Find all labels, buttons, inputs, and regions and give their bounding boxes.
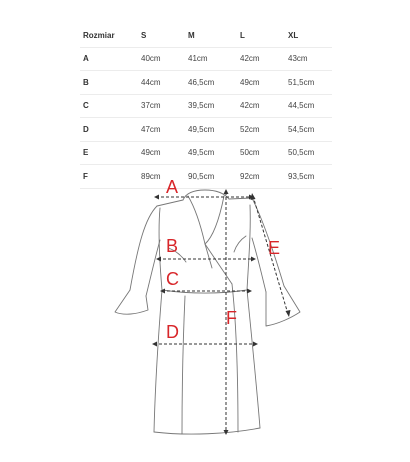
sleeve-left-inner <box>146 240 160 296</box>
arrow-f-top <box>224 189 229 194</box>
sleeve-left-outer <box>130 206 157 290</box>
arrow-c-left <box>160 289 165 294</box>
measurement-label-e: E <box>268 238 281 258</box>
row-key: B <box>80 71 138 95</box>
cell-value: 90,5cm <box>185 165 237 189</box>
measurement-arrowheads <box>152 189 291 435</box>
arrow-b-right <box>251 257 256 262</box>
cell-value: 41cm <box>185 47 237 71</box>
measurement-label-a: A <box>166 177 179 197</box>
arrow-d-right <box>253 342 258 347</box>
arrow-d-left <box>152 342 157 347</box>
header-s: S <box>138 24 185 47</box>
cell-value: 37cm <box>138 94 185 118</box>
cell-value: 43cm <box>285 47 332 71</box>
row-key: D <box>80 118 138 142</box>
cell-value: 93,5cm <box>285 165 332 189</box>
cell-value: 46,5cm <box>185 71 237 95</box>
cell-value: 47cm <box>138 118 185 142</box>
shoulder-right <box>229 198 252 199</box>
cell-value: 54,5cm <box>285 118 332 142</box>
cell-value: 40cm <box>138 47 185 71</box>
row-key: C <box>80 94 138 118</box>
skirt-hem <box>154 428 260 434</box>
cell-value: 92cm <box>237 165 285 189</box>
cuff-right <box>266 286 300 326</box>
skirt-overlap <box>232 284 238 432</box>
cell-value: 50cm <box>237 141 285 165</box>
cell-value: 49,5cm <box>185 141 237 165</box>
wrap-line <box>205 244 232 284</box>
header-size: Rozmiar <box>80 24 138 47</box>
collar-lapel-left <box>188 196 212 268</box>
row-key: A <box>80 47 138 71</box>
dress-outline <box>115 190 300 434</box>
arrow-b-left <box>156 257 161 262</box>
cell-value: 49cm <box>237 71 285 95</box>
collar-lapel-right <box>205 196 224 244</box>
cell-value: 39,5cm <box>185 94 237 118</box>
row-key: E <box>80 141 138 165</box>
bust-dart-right <box>234 236 246 252</box>
cell-value: 44cm <box>138 71 185 95</box>
cell-value: 42cm <box>237 94 285 118</box>
cell-value: 49cm <box>138 141 185 165</box>
header-xl: XL <box>285 24 332 47</box>
row-key: F <box>80 165 138 189</box>
header-m: M <box>185 24 237 47</box>
skirt-panel-line <box>182 296 185 434</box>
skirt-right-side <box>247 290 260 428</box>
sleeve-right-inner <box>252 238 266 292</box>
skirt-left-side <box>154 290 162 432</box>
cell-value: 44,5cm <box>285 94 332 118</box>
measurement-label-c: C <box>166 269 179 289</box>
bodice-right-side <box>247 205 250 290</box>
arrow-e-top <box>251 193 256 200</box>
arrow-c-right <box>247 289 252 294</box>
cell-value: 50,5cm <box>285 141 332 165</box>
measurement-label-d: D <box>166 322 179 342</box>
arrow-a-left <box>154 195 159 200</box>
shoulder-left <box>157 200 183 206</box>
arrow-e-bottom <box>286 310 291 317</box>
cell-value: 42cm <box>237 47 285 71</box>
cuff-left <box>115 290 148 314</box>
header-l: L <box>237 24 285 47</box>
cell-value: 52cm <box>237 118 285 142</box>
cell-value: 51,5cm <box>285 71 332 95</box>
cell-value: 89cm <box>138 165 185 189</box>
cell-value: 49,5cm <box>185 118 237 142</box>
measurement-lines <box>154 192 288 432</box>
measurement-label-b: B <box>166 236 179 256</box>
measurement-label-f: F <box>226 308 237 328</box>
bodice-left-side <box>159 208 162 290</box>
